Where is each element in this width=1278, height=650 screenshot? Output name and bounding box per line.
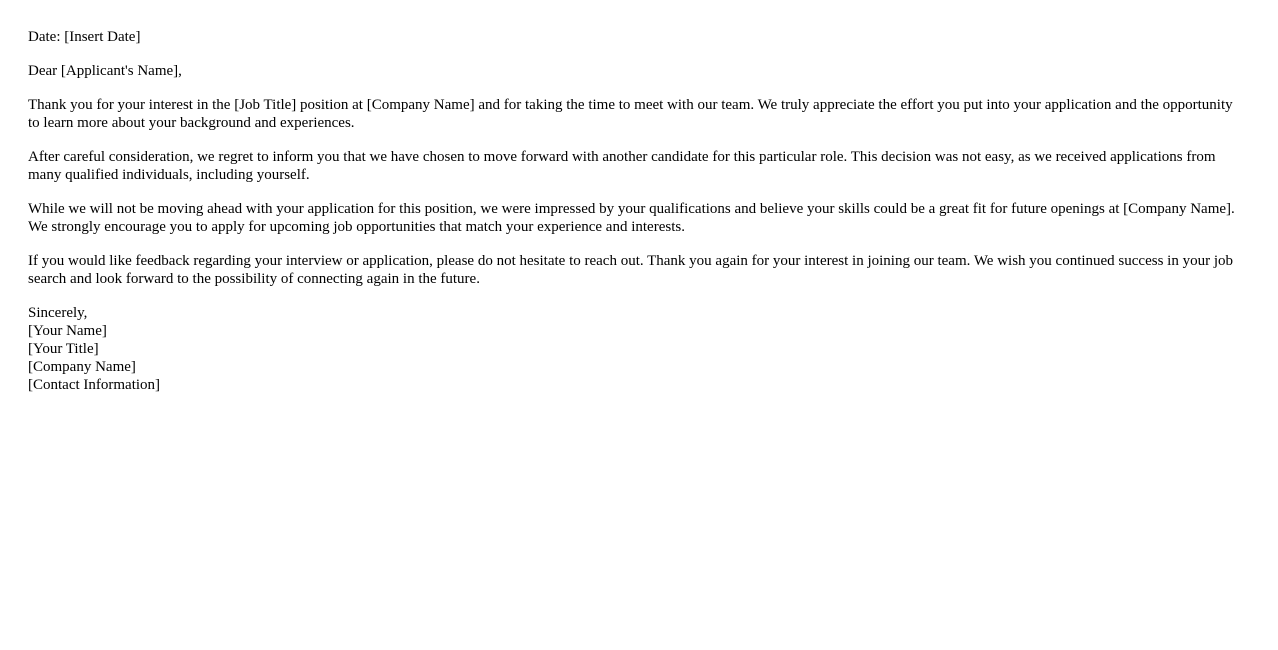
signer-name: [Your Name] — [28, 323, 107, 339]
signature-block — [28, 304, 1246, 394]
signer-contact: [Contact Information] — [28, 377, 161, 393]
closing: Sincerely, — [28, 305, 88, 321]
body-paragraph-1: Thank you for your interest in the [Job Title] position at [Company Name] and for taking the time to meet with our team. We truly appreciate the effort you put into your application and the opportunity to learn more about your background and experiences. — [28, 97, 1233, 131]
date-line: Date: [Insert Date] — [28, 29, 141, 45]
rejection-letter — [28, 28, 1246, 394]
body-paragraph-2: After careful consideration, we regret to inform you that we have chosen to move forward with another candidate for this particular role. This decision was not easy, as we received applications from many qualified individuals, including yourself. — [28, 149, 1216, 183]
body-paragraph-3: While we will not be moving ahead with your application for this position, we were impressed by your qualifications and believe your skills could be a great fit for future openings at [Company Name]. We strongly encourage you to apply for upcoming job opportunities that match your experience and interests. — [28, 201, 1235, 235]
body-paragraph-4: If you would like feedback regarding your interview or application, please do not hesitate to reach out. Thank you again for your interest in joining our team. We wish you continued success in your job search and look forward to the possibility of connecting again in the future. — [28, 253, 1234, 287]
salutation: Dear [Applicant's Name], — [28, 63, 182, 79]
signer-title: [Your Title] — [28, 341, 99, 357]
signer-company: [Company Name] — [28, 359, 136, 375]
